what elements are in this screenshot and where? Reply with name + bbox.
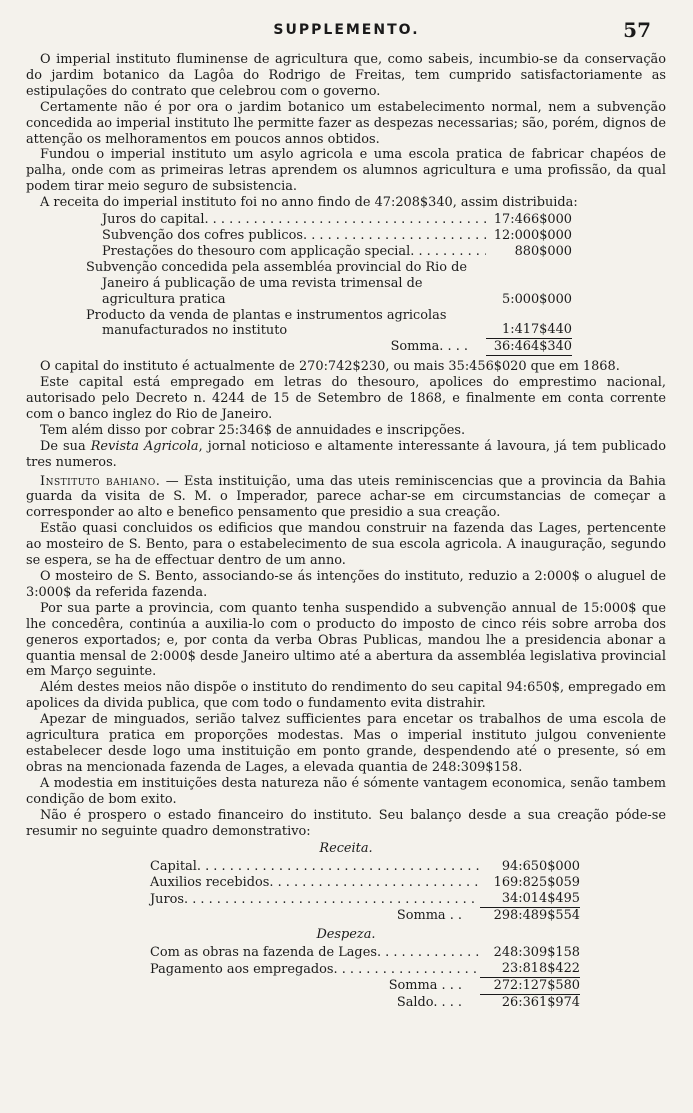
row-label: Subvenção concedida pela assembléa provincial do Rio de Janeiro á publicação de uma revista trimensal de agricultura pratica [86,259,468,307]
paragraph: Além destes meios não dispõe o instituto do rendimento do seu capital 94:650$, empregado em apolices da divida publica, que com todo o fundamento evita distrahir. [26,680,666,712]
total-value: 298:489$554 [493,908,580,924]
journal-title: Revista Agricola [90,438,199,454]
row-label: Capital [150,859,197,875]
paragraph: Este capital está empregado em letras do thesouro, apolices do emprestimo nacional, autorisado pelo Decreto n. 4244 de 15 de Setembro de 1868, e finalmente em conta corrente com o banco inglez do Rio de Janeiro. [26,375,666,422]
leader-dots [204,212,486,228]
paragraph: Certamente não é por ora o jardim botanico um estabelecimento normal, nem a subvenção concedida ao imperial instituto lhe permitte fazer as despezas necessarias; são, porém, dignos de attenção os melhoramentos em poucos annos obtidos. [26,99,666,147]
table-row [150,891,580,908]
paragraph: Apezar de minguados, serião talvez sufficientes para encetar os trabalhos de uma escola de agricultura pratica em proporções modestas. Mas o imperial instituto julgou conveniente estabelecer desde logo uma instituição em ponto grande, despendendo até o presente, só em obras na mencionada fazenda de Lages, a elevada quantia de 248:309$158. [26,712,666,775]
paragraph [26,474,666,522]
table-row [150,859,580,875]
text-body [26,52,666,1013]
saldo-value: 26:361$974 [501,994,580,1010]
leader-dots [377,945,480,961]
row-value: 17:466$000 [493,212,572,228]
table-row [86,307,572,340]
paragraph: Não é prospero o estado financeiro do instituto. Seu balanço desde a sua creação póde-se resumir no seguinte quadro demonstrativo: [26,807,666,839]
row-value: 169:825$059 [493,875,580,891]
saldo-label: Saldo. . . . [396,994,462,1010]
paragraph: A modestia em instituições desta natureza não é sómente vantagem economica, senão tambem condição de bom exito. [26,775,666,807]
paragraph: A receita do imperial instituto foi no anno findo de 47:208$340, assim distribuida: [40,195,578,211]
total-row [150,908,580,924]
receita-heading: Receita. [319,841,373,857]
row-value: 1:417$440 [486,322,572,339]
page-header [0,16,693,46]
row-value: 880$000 [514,243,572,259]
row-value: 248:309$158 [493,944,580,960]
paragraph: O mosteiro de S. Bento, associando-se ás intenções do instituto, reduzio a 2:000$ o aluguel de 3:000$ da referida fazenda. [26,569,666,600]
row-value: 23:818$422 [480,961,580,978]
table-row [150,945,580,961]
row-label: Producto da venda de plantas e instrumentos agricolas manufacturados no instituto [86,307,447,339]
despeza-table [26,945,666,1011]
leader-dots [334,962,480,978]
total-label: Somma . . [396,908,462,924]
paragraph: Estão quasi concluidos os edificios que mandou construir na fazenda das Lages, pertencente ao mosteiro de S. Bento, para o estabelecimento de sua escola agricola. A inauguração, segundo se espera, se ha de effectuar dentro de um anno. [26,521,666,569]
total-label: Somma. . . . [390,339,468,355]
row-value: 12:000$000 [493,227,572,243]
table-row [102,212,572,228]
total-row [150,978,580,995]
row-label: Pagamento aos empregados [150,961,334,977]
page-number: 57 [623,18,651,42]
leader-dots [410,244,486,260]
receita-table [26,859,666,924]
section-heading: Instituto bahiano. [40,473,161,489]
row-value: 94:650$000 [501,859,580,875]
revenue-table [26,212,666,356]
paragraph: O capital do instituto é actualmente de 270:742$230, ou mais 35:456$020 que em 1868. [40,359,620,375]
text-fragment: , jornal noticioso e altamente interessante á lavoura, já tem publicado tres numeros. [26,438,667,470]
row-label: Juros do capital [102,212,205,228]
page-title: SUPPLEMENTO. [273,22,420,38]
despeza-heading: Despeza. [316,926,376,942]
total-row [102,339,572,356]
row-value: 5:000$000 [502,291,572,307]
text-fragment: — Esta instituição, uma das uteis reminiscencias que a provincia da Bahia guarda da visita de S. M. o Imperador, parece achar-se em circumstancias de começar a corresponder ao alto e benefico pensamento que presidio a sua creação. [26,473,666,521]
table-row [86,259,572,308]
row-label: Com as obras na fazenda de Lages [150,944,377,960]
row-label: Prestações do thesouro com applicação special [102,243,411,259]
row-label: Subvenção dos cofres publicos [102,227,303,243]
paragraph: Por sua parte a provincia, com quanto tenha suspendido a subvenção annual de 15:000$ que lhe concedêra, continúa a auxilia-lo com o producto do imposto de cinco réis sobre arroba dos generos exportados; e, por conta da verba Obras Publicas, mandou lhe a presidencia abonar a quantia mensal de 2:000$ desde Janeiro ultimo até a abertura da assembléa legislativa provincial em Março seguinte. [26,600,666,680]
table-row [150,961,580,978]
total-value: 272:127$580 [480,978,580,995]
paragraph: Tem além disso por cobrar 25:346$ de annuidades e inscripções. [40,422,466,438]
row-value: 34:014$495 [480,891,580,908]
row-label: Juros [150,892,185,908]
text-fragment: De sua [40,438,91,454]
paragraph: O imperial instituto fluminense de agricultura que, como sabeis, incumbio-se da conservação do jardim botanico da Lagôa do Rodrigo de Freitas, tem cumprido satisfactoriamente as estipulações do contrato que celebrou com o governo. [26,52,666,99]
leader-dots [184,892,480,908]
total-label: Somma . . . [388,977,462,993]
total-value: 36:464$340 [486,339,572,356]
table-row [102,228,572,244]
paragraph [26,439,666,471]
saldo-row [150,995,580,1011]
leader-dots [269,875,480,891]
paragraph: Fundou o imperial instituto um asylo agricola e uma escola pratica de fabricar chapéos de palha, onde com as primeiras letras aprendem os alumnos agricultura e uma profissão, da qual podem tirar meio seguro de subsistencia. [26,147,666,195]
row-label: Auxilios recebidos [150,875,270,891]
leader-dots [197,859,480,875]
leader-dots [303,228,486,244]
table-row [150,875,580,891]
table-row [102,244,572,260]
